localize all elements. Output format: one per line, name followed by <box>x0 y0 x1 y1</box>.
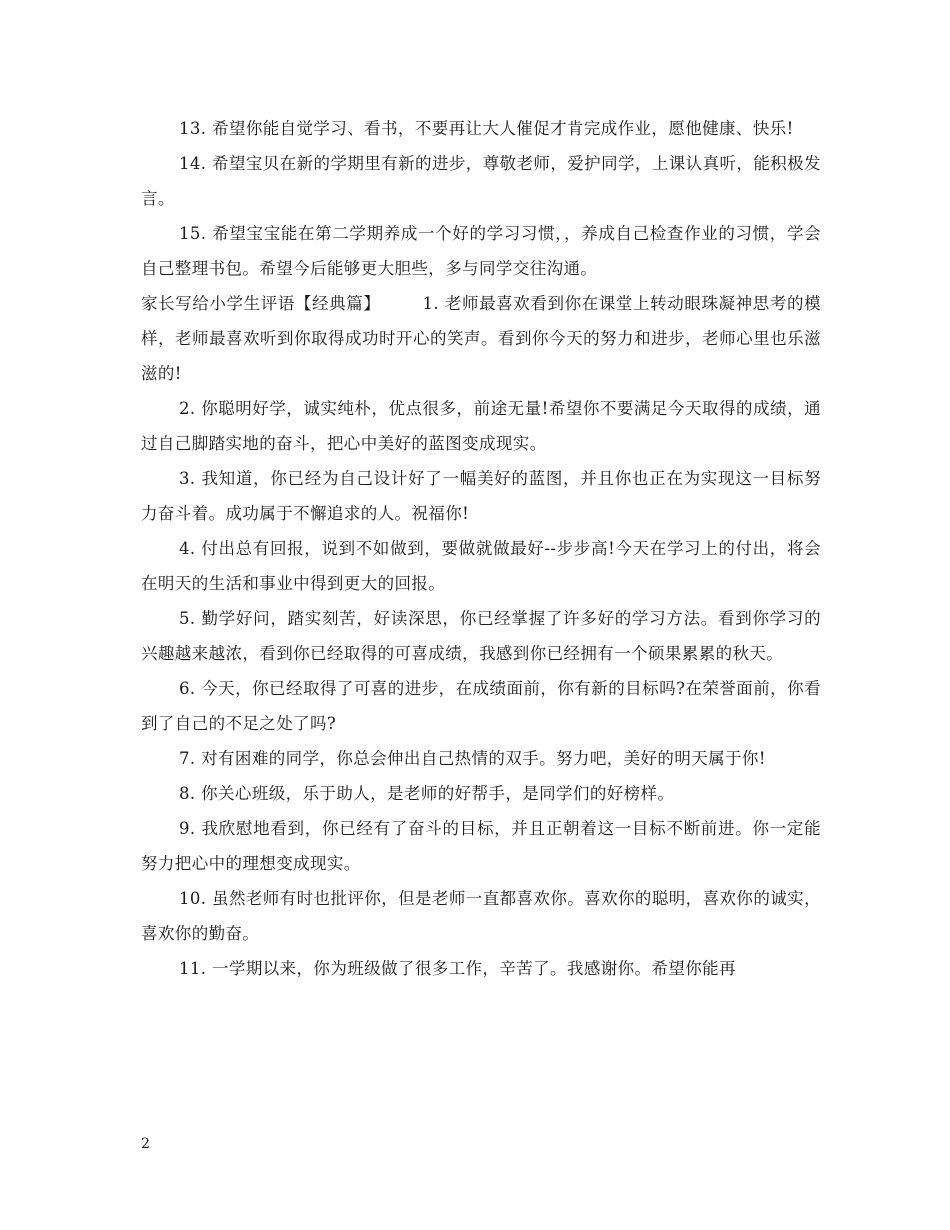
paragraph-10: 10. 虽然老师有时也批评你，但是老师一直都喜欢你。喜欢你的聪明，喜欢你的诚实，喜欢你的勤奋。 <box>141 889 821 943</box>
page-number: 2 <box>141 1136 150 1152</box>
paragraph-3: 3. 我知道，你已经为自己设计好了一幅美好的蓝图，并且你也正在为实现这一目标努力奋斗着。成功属于不懈追求的人。祝福你! <box>141 469 821 523</box>
paragraph-6: 6. 今天，你已经取得了可喜的进步，在成绩面前，你有新的目标吗?在荣誉面前，你看到了自己的不足之处了吗? <box>141 679 821 733</box>
paragraph-1: 1. 老师最喜欢看到你在课堂上转动眼珠凝神思考的模样，老师最喜欢听到你取得成功时开心的笑声。看到你今天的努力和进步，老师心里也乐滋滋的! <box>141 294 821 383</box>
section-heading: 家长写给小学生评语【经典篇】 <box>141 294 381 313</box>
paragraph-15: 15. 希望宝宝能在第二学期养成一个好的学习习惯，，养成自己检查作业的习惯，学会自己整理书包。希望今后能够更大胆些，多与同学交往沟通。 <box>141 224 821 278</box>
paragraph-7: 7. 对有困难的同学，你总会伸出自己热情的双手。努力吧，美好的明天属于你! <box>178 749 766 768</box>
section-paragraph <box>141 286 821 391</box>
paragraph-8: 8. 你关心班级，乐于助人，是老师的好帮手，是同学们的好榜样。 <box>178 784 675 803</box>
paragraph-5: 5. 勤学好问，踏实刻苦，好读深思，你已经掌握了许多好的学习方法。看到你学习的兴趣越来越浓，看到你已经取得的可喜成绩，我感到你已经拥有一个硕果累累的秋天。 <box>141 609 821 663</box>
document-body <box>141 111 821 986</box>
paragraph-2: 2. 你聪明好学，诚实纯朴，优点很多，前途无量!希望你不要满足今天取得的成绩，通过自己脚踏实地的奋斗，把心中美好的蓝图变成现实。 <box>141 399 821 453</box>
paragraph-13: 13. 希望你能自觉学习、看书，不要再让大人催促才肯完成作业，愿他健康、快乐! <box>178 119 794 138</box>
paragraph-9: 9. 我欣慰地看到，你已经有了奋斗的目标，并且正朝着这一目标不断前进。你一定能努力把心中的理想变成现实。 <box>141 819 821 873</box>
paragraph-14: 14. 希望宝贝在新的学期里有新的进步，尊敬老师，爱护同学，上课认真听，能积极发言。 <box>141 154 821 208</box>
paragraph-11: 11. 一学期以来，你为班级做了很多工作，辛苦了。我感谢你。希望你能再 <box>178 959 736 978</box>
paragraph-4: 4. 付出总有回报，说到不如做到，要做就做最好--步步高!今天在学习上的付出，将会在明天的生活和事业中得到更大的回报。 <box>141 539 821 593</box>
